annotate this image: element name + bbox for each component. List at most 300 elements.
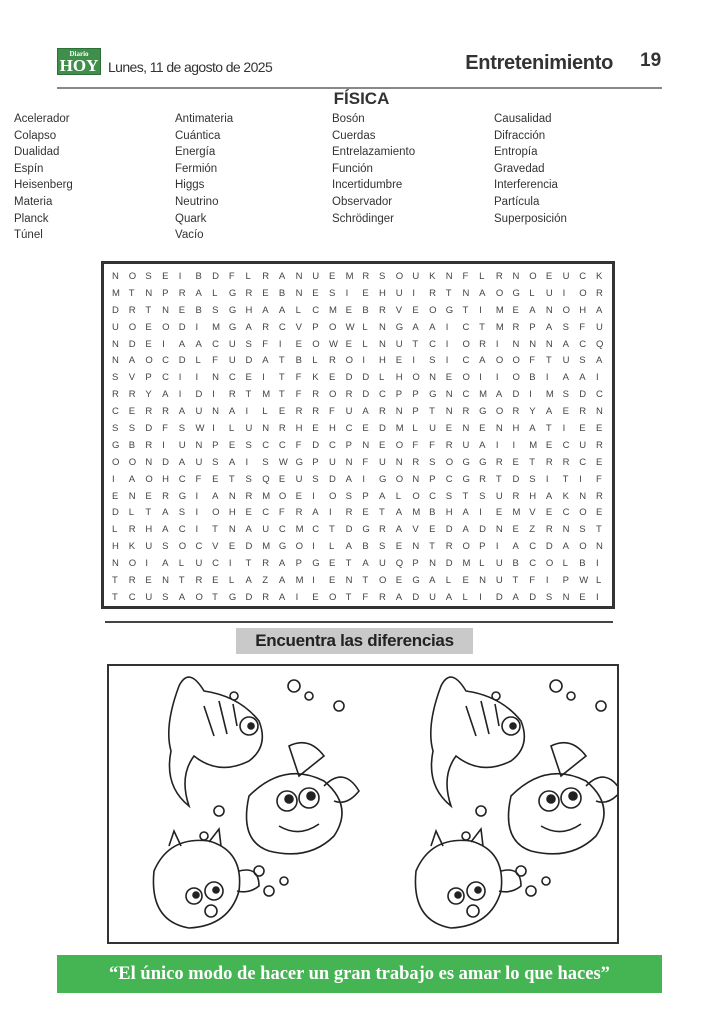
grid-letter[interactable]: F xyxy=(262,338,268,350)
grid-letter[interactable]: N xyxy=(112,558,119,570)
grid-letter[interactable]: P xyxy=(412,389,419,401)
grid-letter[interactable]: S xyxy=(162,591,169,603)
grid-letter[interactable]: M xyxy=(262,389,271,401)
grid-letter[interactable]: I xyxy=(445,338,449,350)
grid-letter[interactable]: A xyxy=(278,574,286,586)
grid-letter[interactable]: D xyxy=(545,541,553,553)
grid-letter[interactable]: N xyxy=(545,304,553,316)
grid-letter[interactable]: C xyxy=(195,541,203,553)
grid-letter[interactable]: D xyxy=(145,422,153,434)
grid-letter[interactable]: T xyxy=(545,355,552,367)
grid-letter[interactable]: N xyxy=(112,270,119,282)
grid-letter[interactable]: C xyxy=(462,321,470,333)
grid-letter[interactable]: S xyxy=(328,287,336,299)
grid-letter[interactable]: N xyxy=(429,372,436,384)
grid-letter[interactable]: T xyxy=(345,591,352,603)
grid-letter[interactable]: E xyxy=(579,422,586,434)
grid-letter[interactable]: G xyxy=(112,439,120,451)
grid-letter[interactable]: B xyxy=(362,304,369,316)
grid-letter[interactable]: O xyxy=(579,541,587,553)
grid-letter[interactable]: C xyxy=(312,304,320,316)
grid-letter[interactable]: E xyxy=(328,574,336,586)
grid-letter[interactable]: E xyxy=(162,270,169,282)
grid-letter[interactable]: O xyxy=(128,456,137,468)
grid-letter[interactable]: N xyxy=(295,287,303,299)
grid-letter[interactable]: P xyxy=(529,321,536,333)
grid-letter[interactable]: I xyxy=(312,574,315,586)
grid-letter[interactable]: E xyxy=(328,558,336,570)
grid-letter[interactable]: N xyxy=(395,406,403,418)
grid-letter[interactable]: O xyxy=(579,507,587,519)
grid-letter[interactable]: O xyxy=(412,490,420,502)
grid-letter[interactable]: E xyxy=(595,456,603,468)
grid-letter[interactable]: R xyxy=(379,304,386,316)
grid-letter[interactable]: D xyxy=(312,439,320,451)
grid-letter[interactable]: E xyxy=(278,406,286,418)
grid-letter[interactable]: L xyxy=(479,270,485,282)
grid-letter[interactable]: R xyxy=(479,473,486,485)
grid-letter[interactable]: A xyxy=(529,422,536,434)
grid-letter[interactable]: I xyxy=(529,389,532,401)
grid-letter[interactable]: M xyxy=(112,287,120,299)
grid-letter[interactable]: A xyxy=(245,321,252,333)
grid-letter[interactable]: S xyxy=(245,439,252,451)
grid-letter[interactable]: O xyxy=(562,304,570,316)
grid-letter[interactable]: U xyxy=(429,591,436,603)
grid-letter[interactable]: C xyxy=(345,422,353,434)
grid-letter[interactable]: U xyxy=(195,456,203,468)
grid-letter[interactable]: N xyxy=(529,338,537,350)
grid-letter[interactable]: U xyxy=(345,406,353,418)
grid-letter[interactable]: V xyxy=(412,524,419,536)
grid-letter[interactable]: W xyxy=(328,338,338,350)
grid-letter[interactable]: L xyxy=(362,321,368,333)
grid-letter[interactable]: N xyxy=(595,541,603,553)
grid-letter[interactable]: D xyxy=(479,524,486,536)
grid-letter[interactable]: B xyxy=(429,507,436,519)
grid-letter[interactable]: I xyxy=(278,338,282,350)
grid-letter[interactable]: M xyxy=(462,558,471,570)
grid-letter[interactable]: C xyxy=(429,338,436,350)
grid-letter[interactable]: I xyxy=(562,287,566,299)
grid-letter[interactable]: H xyxy=(162,473,169,485)
grid-letter[interactable]: O xyxy=(445,456,454,468)
grid-letter[interactable]: T xyxy=(512,574,519,586)
grid-letter[interactable]: C xyxy=(162,355,169,367)
grid-letter[interactable]: A xyxy=(228,406,236,418)
grid-letter[interactable]: A xyxy=(178,338,186,350)
grid-letter[interactable]: A xyxy=(445,591,453,603)
grid-letter[interactable]: O xyxy=(328,389,337,401)
grid-letter[interactable]: R xyxy=(245,287,253,299)
grid-letter[interactable]: R xyxy=(595,490,603,502)
grid-letter[interactable]: N xyxy=(579,490,587,502)
grid-letter[interactable]: A xyxy=(362,406,369,418)
grid-letter[interactable]: L xyxy=(228,574,235,586)
grid-letter[interactable]: W xyxy=(195,422,205,434)
grid-letter[interactable]: N xyxy=(212,406,219,418)
grid-letter[interactable]: O xyxy=(128,558,137,570)
grid-letter[interactable]: M xyxy=(495,304,504,316)
grid-letter[interactable]: E xyxy=(579,591,586,603)
grid-letter[interactable]: G xyxy=(228,287,237,299)
grid-letter[interactable]: P xyxy=(295,558,302,570)
grid-letter[interactable]: L xyxy=(195,355,201,367)
grid-letter[interactable]: R xyxy=(295,507,303,519)
grid-letter[interactable]: T xyxy=(529,456,535,468)
grid-letter[interactable]: V xyxy=(395,304,403,316)
grid-letter[interactable]: A xyxy=(462,507,469,519)
grid-letter[interactable]: N xyxy=(512,270,520,282)
grid-letter[interactable]: P xyxy=(429,473,436,485)
grid-letter[interactable]: F xyxy=(295,372,302,384)
grid-letter[interactable]: C xyxy=(128,591,136,603)
grid-letter[interactable]: L xyxy=(245,270,251,282)
grid-letter[interactable]: O xyxy=(462,338,470,350)
grid-letter[interactable]: S xyxy=(178,507,186,519)
grid-letter[interactable]: A xyxy=(345,473,352,485)
grid-letter[interactable]: M xyxy=(395,422,404,434)
grid-letter[interactable]: O xyxy=(395,439,404,451)
grid-letter[interactable]: F xyxy=(529,574,535,586)
grid-letter[interactable]: O xyxy=(195,591,203,603)
grid-letter[interactable]: G xyxy=(228,321,237,333)
grid-letter[interactable]: H xyxy=(379,287,386,299)
grid-letter[interactable]: O xyxy=(529,270,537,282)
grid-letter[interactable]: C xyxy=(112,406,119,418)
grid-letter[interactable]: T xyxy=(128,287,135,299)
grid-letter[interactable]: R xyxy=(162,406,169,418)
grid-letter[interactable]: L xyxy=(328,541,335,553)
grid-letter[interactable]: I xyxy=(195,524,199,536)
grid-letter[interactable]: P xyxy=(145,372,152,384)
grid-letter[interactable]: L xyxy=(412,422,418,434)
grid-letter[interactable]: M xyxy=(328,304,337,316)
grid-letter[interactable]: I xyxy=(362,473,365,485)
grid-letter[interactable]: N xyxy=(379,338,386,350)
grid-letter[interactable]: R xyxy=(562,456,570,468)
grid-letter[interactable]: H xyxy=(395,372,403,384)
grid-letter[interactable]: C xyxy=(529,541,537,553)
grid-letter[interactable]: E xyxy=(328,270,336,282)
grid-letter[interactable]: T xyxy=(562,473,569,485)
grid-letter[interactable]: K xyxy=(595,270,603,282)
grid-letter[interactable]: E xyxy=(112,490,119,502)
grid-letter[interactable]: E xyxy=(545,439,553,451)
grid-letter[interactable]: L xyxy=(295,304,301,316)
grid-letter[interactable]: M xyxy=(512,507,521,519)
grid-letter[interactable]: U xyxy=(245,422,253,434)
grid-letter[interactable]: C xyxy=(562,507,570,519)
grid-letter[interactable]: L xyxy=(212,287,218,299)
grid-letter[interactable]: A xyxy=(479,439,486,451)
grid-letter[interactable]: L xyxy=(262,406,268,418)
grid-letter[interactable]: S xyxy=(379,541,386,553)
grid-letter[interactable]: G xyxy=(512,287,520,299)
grid-letter[interactable]: O xyxy=(328,490,337,502)
grid-letter[interactable]: U xyxy=(228,338,236,350)
grid-letter[interactable]: N xyxy=(495,422,503,434)
grid-letter[interactable]: I xyxy=(595,558,599,570)
grid-letter[interactable]: R xyxy=(262,270,270,282)
grid-letter[interactable]: A xyxy=(512,591,519,603)
grid-letter[interactable]: E xyxy=(495,507,503,519)
grid-letter[interactable]: T xyxy=(245,558,252,570)
grid-letter[interactable]: C xyxy=(579,338,587,350)
grid-letter[interactable]: K xyxy=(312,372,319,384)
grid-letter[interactable]: A xyxy=(395,524,403,536)
grid-letter[interactable]: D xyxy=(212,270,219,282)
grid-letter[interactable]: I xyxy=(262,372,265,384)
grid-letter[interactable]: M xyxy=(345,270,354,282)
grid-letter[interactable]: I xyxy=(545,574,549,586)
grid-letter[interactable]: H xyxy=(379,355,386,367)
grid-letter[interactable]: A xyxy=(595,355,603,367)
grid-letter[interactable]: C xyxy=(595,389,603,401)
grid-letter[interactable]: G xyxy=(312,558,320,570)
grid-letter[interactable]: N xyxy=(445,270,453,282)
grid-letter[interactable]: R xyxy=(262,591,270,603)
grid-letter[interactable]: H xyxy=(445,507,453,519)
grid-letter[interactable]: D xyxy=(362,372,370,384)
grid-letter[interactable]: M xyxy=(479,389,488,401)
grid-letter[interactable]: A xyxy=(245,524,252,536)
grid-letter[interactable]: E xyxy=(595,507,603,519)
grid-letter[interactable]: E xyxy=(362,422,369,434)
grid-letter[interactable]: S xyxy=(562,389,569,401)
grid-letter[interactable]: A xyxy=(479,355,486,367)
grid-letter[interactable]: A xyxy=(395,591,403,603)
grid-letter[interactable]: I xyxy=(328,507,332,519)
grid-letter[interactable]: C xyxy=(178,524,186,536)
grid-letter[interactable]: I xyxy=(562,422,566,434)
grid-letter[interactable]: B xyxy=(579,558,586,570)
grid-letter[interactable]: O xyxy=(212,507,220,519)
grid-letter[interactable]: E xyxy=(595,422,603,434)
grid-letter[interactable]: E xyxy=(345,338,352,350)
grid-letter[interactable]: U xyxy=(295,473,303,485)
grid-letter[interactable]: A xyxy=(212,490,219,502)
grid-letter[interactable]: V xyxy=(529,507,536,519)
grid-letter[interactable]: H xyxy=(295,422,303,434)
grid-letter[interactable]: A xyxy=(278,591,286,603)
grid-letter[interactable]: O xyxy=(178,541,187,553)
grid-letter[interactable]: N xyxy=(445,389,453,401)
grid-letter[interactable]: S xyxy=(579,524,586,536)
grid-letter[interactable]: I xyxy=(479,507,482,519)
grid-letter[interactable]: A xyxy=(462,524,469,536)
grid-letter[interactable]: O xyxy=(462,541,470,553)
grid-letter[interactable]: U xyxy=(395,287,403,299)
grid-letter[interactable]: R xyxy=(479,338,486,350)
grid-letter[interactable]: R xyxy=(128,524,136,536)
grid-letter[interactable]: A xyxy=(162,389,169,401)
grid-letter[interactable]: O xyxy=(328,321,337,333)
grid-letter[interactable]: N xyxy=(145,287,153,299)
grid-letter[interactable]: N xyxy=(462,422,470,434)
grid-letter[interactable]: E xyxy=(278,473,286,485)
grid-letter[interactable]: E xyxy=(512,456,519,468)
grid-letter[interactable]: B xyxy=(128,439,136,451)
grid-letter[interactable]: I xyxy=(412,287,416,299)
grid-letter[interactable]: T xyxy=(595,524,602,536)
grid-letter[interactable]: M xyxy=(212,321,221,333)
grid-letter[interactable]: E xyxy=(395,574,403,586)
grid-letter[interactable]: S xyxy=(245,338,252,350)
grid-letter[interactable]: U xyxy=(312,270,320,282)
grid-letter[interactable]: E xyxy=(362,287,369,299)
grid-letter[interactable]: H xyxy=(579,304,587,316)
grid-letter[interactable]: A xyxy=(128,473,136,485)
grid-letter[interactable]: O xyxy=(128,321,137,333)
grid-letter[interactable]: L xyxy=(462,591,468,603)
grid-letter[interactable]: O xyxy=(495,287,504,299)
grid-letter[interactable]: D xyxy=(178,321,186,333)
grid-letter[interactable]: V xyxy=(128,372,136,384)
grid-letter[interactable]: R xyxy=(145,406,153,418)
grid-letter[interactable]: T xyxy=(462,304,469,316)
grid-letter[interactable]: U xyxy=(562,270,570,282)
grid-letter[interactable]: C xyxy=(579,270,587,282)
grid-letter[interactable]: R xyxy=(345,389,353,401)
grid-letter[interactable]: R xyxy=(278,422,286,434)
grid-letter[interactable]: V xyxy=(212,541,219,553)
grid-letter[interactable]: L xyxy=(479,558,485,570)
grid-letter[interactable]: C xyxy=(228,372,236,384)
grid-letter[interactable]: H xyxy=(328,422,336,434)
grid-letter[interactable]: N xyxy=(112,338,119,350)
grid-letter[interactable]: R xyxy=(495,270,503,282)
grid-letter[interactable]: R xyxy=(495,456,503,468)
grid-letter[interactable]: I xyxy=(362,355,365,367)
grid-letter[interactable]: S xyxy=(212,304,219,316)
grid-letter[interactable]: I xyxy=(445,321,449,333)
grid-letter[interactable]: A xyxy=(562,541,569,553)
grid-letter[interactable]: A xyxy=(178,406,186,418)
grid-letter[interactable]: D xyxy=(445,524,453,536)
grid-letter[interactable]: A xyxy=(312,507,319,519)
grid-letter[interactable]: A xyxy=(362,558,369,570)
grid-letter[interactable]: S xyxy=(245,473,252,485)
grid-letter[interactable]: O xyxy=(145,473,153,485)
grid-letter[interactable]: F xyxy=(412,439,419,451)
grid-letter[interactable]: R xyxy=(245,490,253,502)
grid-letter[interactable]: R xyxy=(445,439,453,451)
grid-letter[interactable]: T xyxy=(145,304,152,316)
grid-letter[interactable]: A xyxy=(412,321,419,333)
grid-letter[interactable]: S xyxy=(379,270,386,282)
grid-letter[interactable]: F xyxy=(212,355,218,367)
grid-letter[interactable]: F xyxy=(195,473,202,485)
grid-letter[interactable]: E xyxy=(212,473,219,485)
grid-letter[interactable]: F xyxy=(529,355,535,367)
grid-letter[interactable]: C xyxy=(162,372,169,384)
grid-letter[interactable]: U xyxy=(562,355,570,367)
grid-letter[interactable]: N xyxy=(379,321,386,333)
grid-letter[interactable]: E xyxy=(312,422,319,434)
grid-letter[interactable]: G xyxy=(278,541,287,553)
grid-letter[interactable]: E xyxy=(429,524,436,536)
grid-letter[interactable]: A xyxy=(195,287,202,299)
grid-letter[interactable]: R xyxy=(595,439,603,451)
grid-letter[interactable]: G xyxy=(479,456,487,468)
grid-letter[interactable]: L xyxy=(595,574,602,586)
grid-letter[interactable]: D xyxy=(579,389,587,401)
grid-letter[interactable]: M xyxy=(529,439,538,451)
grid-letter[interactable]: A xyxy=(562,338,569,350)
grid-letter[interactable]: O xyxy=(412,372,420,384)
grid-letter[interactable]: I xyxy=(195,507,199,519)
grid-letter[interactable]: G xyxy=(479,406,487,418)
grid-letter[interactable]: N xyxy=(145,456,153,468)
grid-letter[interactable]: N xyxy=(295,270,303,282)
grid-letter[interactable]: Y xyxy=(529,406,536,418)
grid-letter[interactable]: C xyxy=(212,558,219,570)
grid-letter[interactable]: R xyxy=(545,456,553,468)
grid-letter[interactable]: D xyxy=(112,507,119,519)
grid-letter[interactable]: A xyxy=(262,355,269,367)
grid-letter[interactable]: L xyxy=(228,422,235,434)
grid-letter[interactable]: D xyxy=(245,355,253,367)
grid-letter[interactable]: I xyxy=(195,372,199,384)
grid-letter[interactable]: A xyxy=(512,541,519,553)
grid-letter[interactable]: D xyxy=(162,456,169,468)
grid-letter[interactable]: G xyxy=(429,389,437,401)
grid-letter[interactable]: D xyxy=(195,389,203,401)
grid-letter[interactable]: L xyxy=(395,490,401,502)
grid-letter[interactable]: C xyxy=(278,439,286,451)
grid-letter[interactable]: U xyxy=(112,321,119,333)
grid-letter[interactable]: T xyxy=(212,524,218,536)
grid-letter[interactable]: S xyxy=(562,321,569,333)
grid-letter[interactable]: U xyxy=(145,541,153,553)
grid-letter[interactable]: E xyxy=(445,372,453,384)
grid-letter[interactable]: S xyxy=(312,473,319,485)
grid-letter[interactable]: E xyxy=(395,355,403,367)
grid-letter[interactable]: A xyxy=(278,304,286,316)
grid-letter[interactable]: B xyxy=(295,355,302,367)
grid-letter[interactable]: G xyxy=(178,490,187,502)
grid-letter[interactable]: D xyxy=(128,338,136,350)
grid-letter[interactable]: R xyxy=(128,389,136,401)
grid-letter[interactable]: C xyxy=(562,439,570,451)
grid-letter[interactable]: T xyxy=(112,591,118,603)
grid-letter[interactable]: E xyxy=(145,574,152,586)
grid-letter[interactable]: I xyxy=(178,389,182,401)
grid-letter[interactable]: C xyxy=(262,439,270,451)
grid-letter[interactable]: N xyxy=(412,473,420,485)
grid-letter[interactable]: D xyxy=(328,473,336,485)
grid-letter[interactable]: I xyxy=(245,406,249,418)
grid-letter[interactable]: G xyxy=(228,591,237,603)
grid-letter[interactable]: A xyxy=(545,490,553,502)
grid-letter[interactable]: P xyxy=(162,287,169,299)
grid-letter[interactable]: S xyxy=(529,473,536,485)
grid-letter[interactable]: M xyxy=(545,389,554,401)
grid-letter[interactable]: C xyxy=(579,456,587,468)
grid-letter[interactable]: O xyxy=(312,338,320,350)
grid-letter[interactable]: O xyxy=(512,355,520,367)
grid-letter[interactable]: E xyxy=(312,287,319,299)
grid-letter[interactable]: Y xyxy=(145,389,152,401)
grid-letter[interactable]: R xyxy=(512,406,520,418)
grid-letter[interactable]: B xyxy=(529,372,536,384)
grid-letter[interactable]: N xyxy=(262,422,270,434)
grid-letter[interactable]: I xyxy=(479,591,482,603)
grid-letter[interactable]: T xyxy=(328,524,335,536)
grid-letter[interactable]: O xyxy=(579,287,587,299)
grid-letter[interactable]: I xyxy=(595,591,599,603)
